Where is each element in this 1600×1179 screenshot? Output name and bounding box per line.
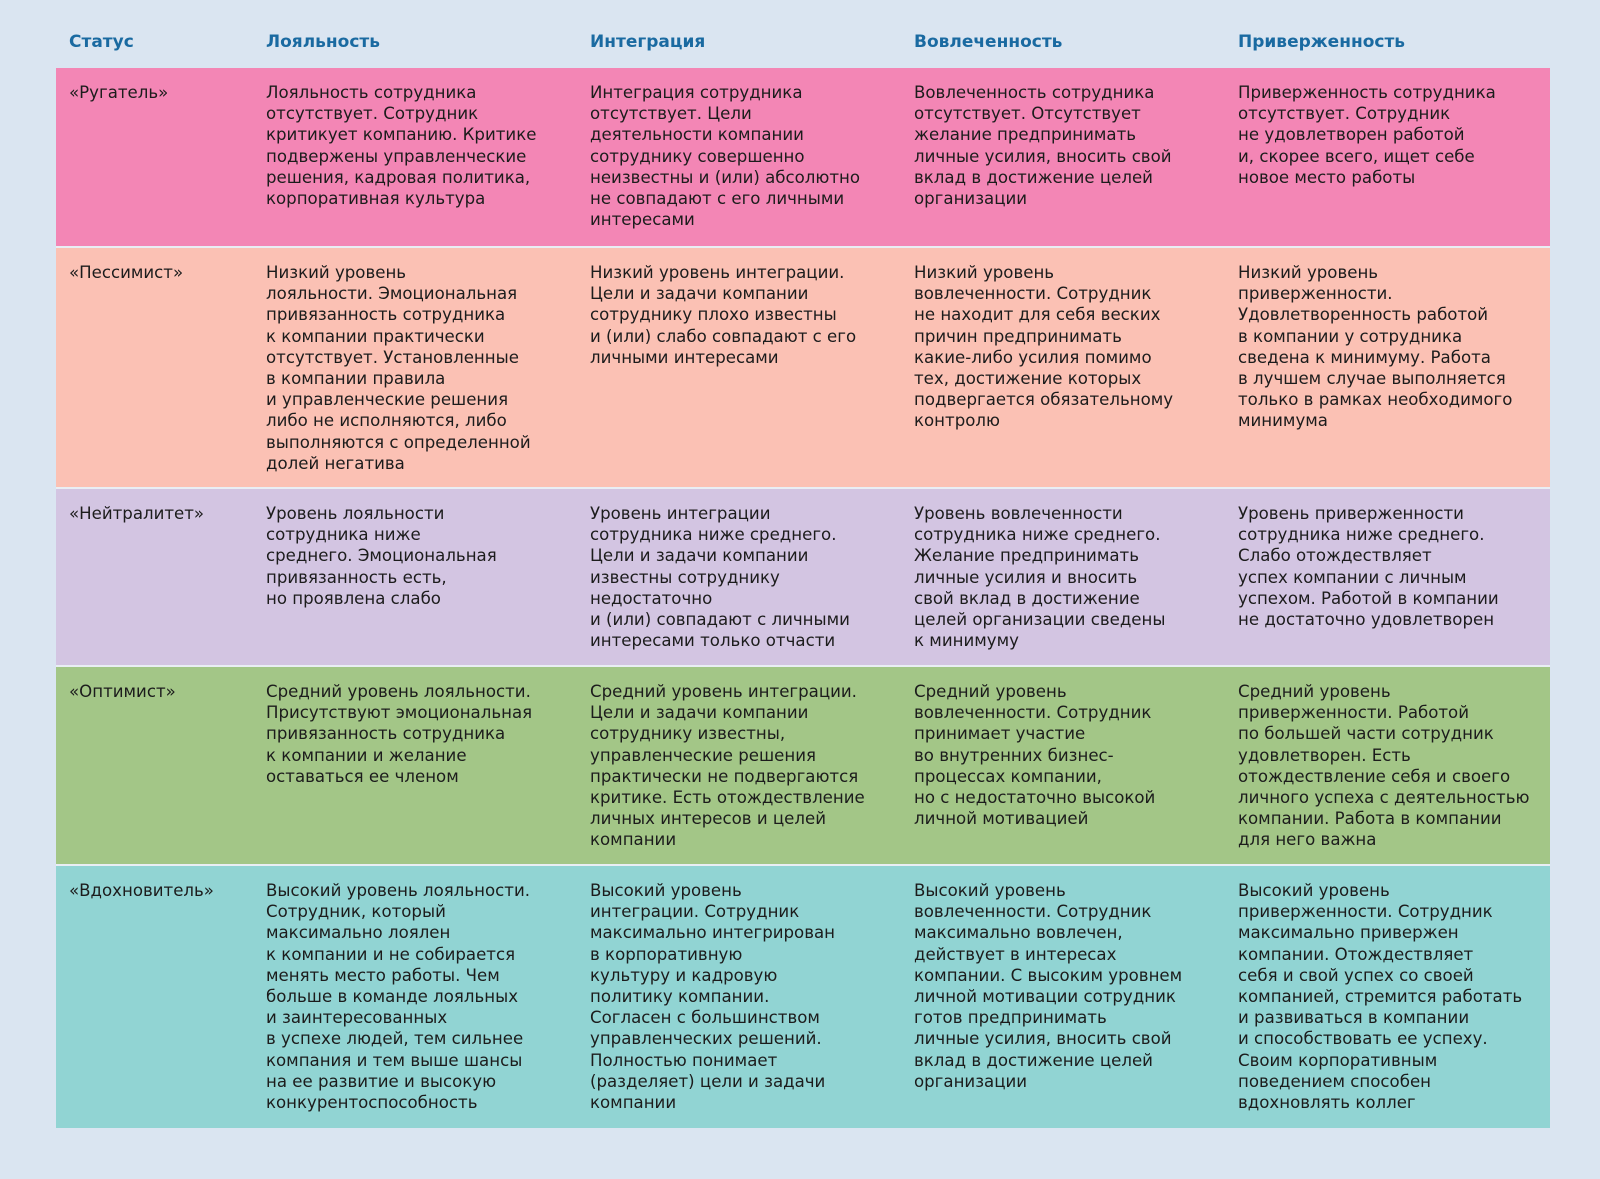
commitment-cell: Уровень приверженности сотрудника ниже среднего. Слабо отождествляет успех компании с личным успехом. Работой в компании не достаточно удовлетворен (1238, 504, 1499, 630)
integration-cell: Высокий уровень интеграции. Сотрудник максимально интегрирован в корпоративную культуру и кадровую политику компании. Согласен с большинством управленческих решений. Полностью понимает (разделяет) цели и задачи компании (590, 881, 835, 1113)
table-row (56, 866, 1550, 1128)
loyalty-cell: Средний уровень лояльности. Присутствуют эмоциональная привязанность сотрудника к компании и желание оставаться ее членом (266, 682, 533, 786)
header-engagement: Вовлеченность (914, 32, 1063, 52)
status-cell: «Ругатель» (69, 83, 169, 102)
engagement-cell: Уровень вовлеченности сотрудника ниже среднего. Желание предпринимать личные усилия и вносить свой вклад в достижение целей организации сведены к минимуму (914, 504, 1166, 651)
loyalty-cell: Высокий уровень лояльности. Сотрудник, который максимально лоялен к компании и не собирается менять место работы. Чем больше в команде лояльных и заинтересованных в успехе людей, тем сильнее компания и тем выше шансы на ее развитие и высокую конкурентоспособность (266, 881, 531, 1113)
commitment-cell: Низкий уровень приверженности. Удовлетворенность работой в компании у сотрудника сведена к минимуму. Работа в лучшем случае выполняется только в рамках необходимого минимума (1238, 263, 1513, 431)
status-cell: «Пессимист» (69, 263, 184, 282)
engagement-cell: Средний уровень вовлеченности. Сотрудник принимает участие во внутренних бизнес- процессах компании, но с недостаточно высокой личной мотивацией (914, 682, 1156, 829)
commitment-cell: Приверженность сотрудника отсутствует. Сотрудник не удовлетворен работой и, скорее всего, ищет себе новое место работы (1238, 83, 1496, 187)
integration-cell: Средний уровень интеграции. Цели и задачи компании сотруднику известны, управленческие решения практически не подвергаются критике. Есть отождествление личных интересов и целей компании (590, 682, 865, 850)
header-integration: Интеграция (590, 32, 706, 52)
status-cell: «Оптимист» (69, 682, 176, 701)
table-row (56, 489, 1550, 665)
integration-cell: Низкий уровень интеграции. Цели и задачи компании сотруднику плохо известны и (или) слабо совпадают с его личными интересами (590, 263, 857, 367)
loyalty-cell: Лояльность сотрудника отсутствует. Сотрудник критикует компанию. Критике подвержены управленческие решения, кадровая политика, корпоративная культура (266, 83, 537, 209)
commitment-cell: Средний уровень приверженности. Работой по большей части сотрудник удовлетворен. Есть отождествление себя и своего личного успеха с деятельностью компании. Работа в компании для него важна (1238, 682, 1530, 850)
engagement-cell: Вовлеченность сотрудника отсутствует. Отсутствует желание предпринимать личные усилия, вносить свой вклад в достижение целей организации (914, 83, 1172, 209)
loyalty-cell: Низкий уровень лояльности. Эмоциональная привязанность сотрудника к компании практически отсутствует. Установленные в компании правила и управленческие решения либо не исполняются, либо выполняются с определенной долей негатива (266, 263, 531, 473)
integration-cell: Интеграция сотрудника отсутствует. Цели деятельности компании сотруднику совершенно неизвестны и (или) абсолютно не совпадают с его личными интересами (590, 83, 861, 230)
engagement-cell: Низкий уровень вовлеченности. Сотрудник не находит для себя веских причин предпринимать какие-либо усилия помимо тех, достижение которых подвергается обязательному контролю (914, 263, 1174, 431)
commitment-cell: Высокий уровень приверженности. Сотрудник максимально привержен компании. Отождествляет себя и свой успех со своей компанией, стремится работать и развиваться в компании и способствовать ее успеху. Своим корпоративным поведением способен вдохновлять коллег (1238, 881, 1523, 1113)
header-status: Статус (69, 32, 134, 52)
engagement-cell: Высокий уровень вовлеченности. Сотрудник максимально вовлечен, действует в интересах компании. С высоким уровнем личной мотивации сотрудник готов предпринимать личные усилия, вносить свой вклад в достижение целей организации (914, 881, 1183, 1091)
table-header-row (56, 27, 1550, 68)
integration-cell: Уровень интеграции сотрудника ниже среднего. Цели и задачи компании известны сотруднику недостаточно и (или) совпадают с личными интересами только отчасти (590, 504, 850, 651)
loyalty-cell: Уровень лояльности сотрудника ниже среднего. Эмоциональная привязанность есть, но проявлена слабо (266, 504, 497, 608)
table-row (56, 248, 1550, 487)
header-loyalty: Лояльность (266, 32, 381, 52)
status-cell: «Вдохновитель» (69, 881, 214, 900)
status-cell: «Нейтралитет» (69, 504, 205, 523)
table-row (56, 68, 1550, 246)
table-row (56, 667, 1550, 864)
status-table (56, 27, 1550, 1128)
header-commitment: Приверженность (1238, 32, 1406, 52)
